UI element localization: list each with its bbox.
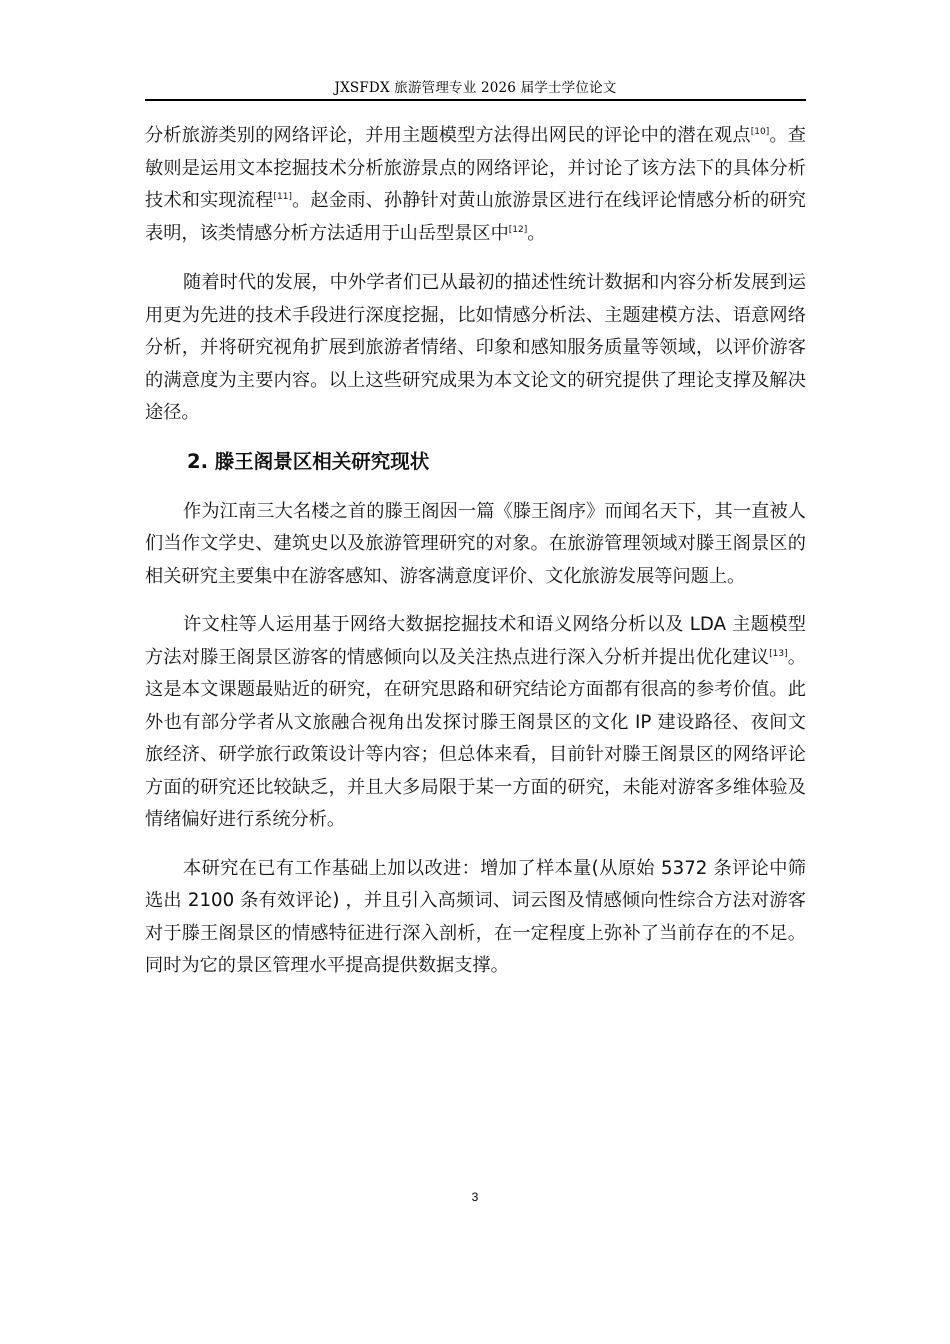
body-text (145, 120, 806, 999)
paragraph: 作为江南三大名楼之首的滕王阁因一篇《滕王阁序》而闻名天下，其一直被人们当作文学史、建筑史以及旅游管理研究的对象。在旅游管理领域对滕王阁景区的相关研究主要集中在游客感知、游客满意度评价、文化旅游发展等问题上。 (145, 500, 806, 587)
paragraph-continued (145, 120, 806, 250)
citation-ref: [11] (273, 192, 292, 202)
text-run: 许文柱等人运用基于网络大数据挖掘技术和语义网络分析以及 LDA 主题模型方法对滕王阁景区游客的情感倾向以及关注热点进行深入分析并提出优化建议 (145, 614, 806, 668)
paragraph (145, 609, 806, 837)
paragraph: 本研究在已有工作基础上加以改进：增加了样本量(从原始 5372 条评论中筛选出 2100 条有效评论) ，并且引入高频词、词云图及情感倾向性综合方法对游客对于滕王阁景区的情感特征进行深入剖析，在一定程度上弥补了当前存在的不足。同时为它的景区管理水平提高提供数据支撑。 (145, 857, 806, 976)
text-run: 。查敏则是运用文本挖掘技术分析旅游景点的网络评论，并讨论了该方法下的具体分析技术和实现流程 (145, 125, 806, 211)
header-rule (145, 99, 806, 101)
citation-ref: [10] (750, 127, 770, 137)
text-run: 。赵金雨、孙静针对黄山旅游景区进行在线评论情感分析的研究表明，该类情感分析方法适用于山岳型景区中 (145, 190, 806, 244)
section-heading: 2. 滕王阁景区相关研究现状 (187, 449, 430, 473)
text-run: 。 (527, 222, 546, 244)
citation-ref: [12] (508, 224, 528, 235)
text-run: 分析旅游类别的网络评论，并用主题模型方法得出网民的评论中的潜在观点 (145, 125, 751, 146)
paragraph: 随着时代的发展，中外学者们已从最初的描述性统计数据和内容分析发展到运用更为先进的技术手段进行深度挖掘，比如情感分析法、主题建模方法、语意网络分析，并将研究视角扩展到旅游者情绪、印象和感知服务质量等领域，以评价游客的满意度为主要内容。以上这些研究成果为本文论文的研究提供了理论支撑及解决途径。 (145, 272, 806, 423)
running-header: JXSFDX 旅游管理专业 2026 届学士学位论文 (334, 80, 617, 96)
citation-ref: [13] (769, 648, 788, 659)
text-run: 。这是本文课题最贴近的研究，在研究思路和研究结论方面都有很高的参考价值。此外也有部分学者从文旅融合视角出发探讨滕王阁景区的文化 IP 建设路径、夜间文旅经济、研学旅行政策设计等内容；但总体来看，目前针对滕王阁景区的网络评论方面的研究还比较缺乏，并且大多局限于某一方面的研究，未能对游客多维体验及情绪偏好进行系统分析。 (145, 646, 806, 830)
page-number: 3 (471, 1190, 479, 1204)
